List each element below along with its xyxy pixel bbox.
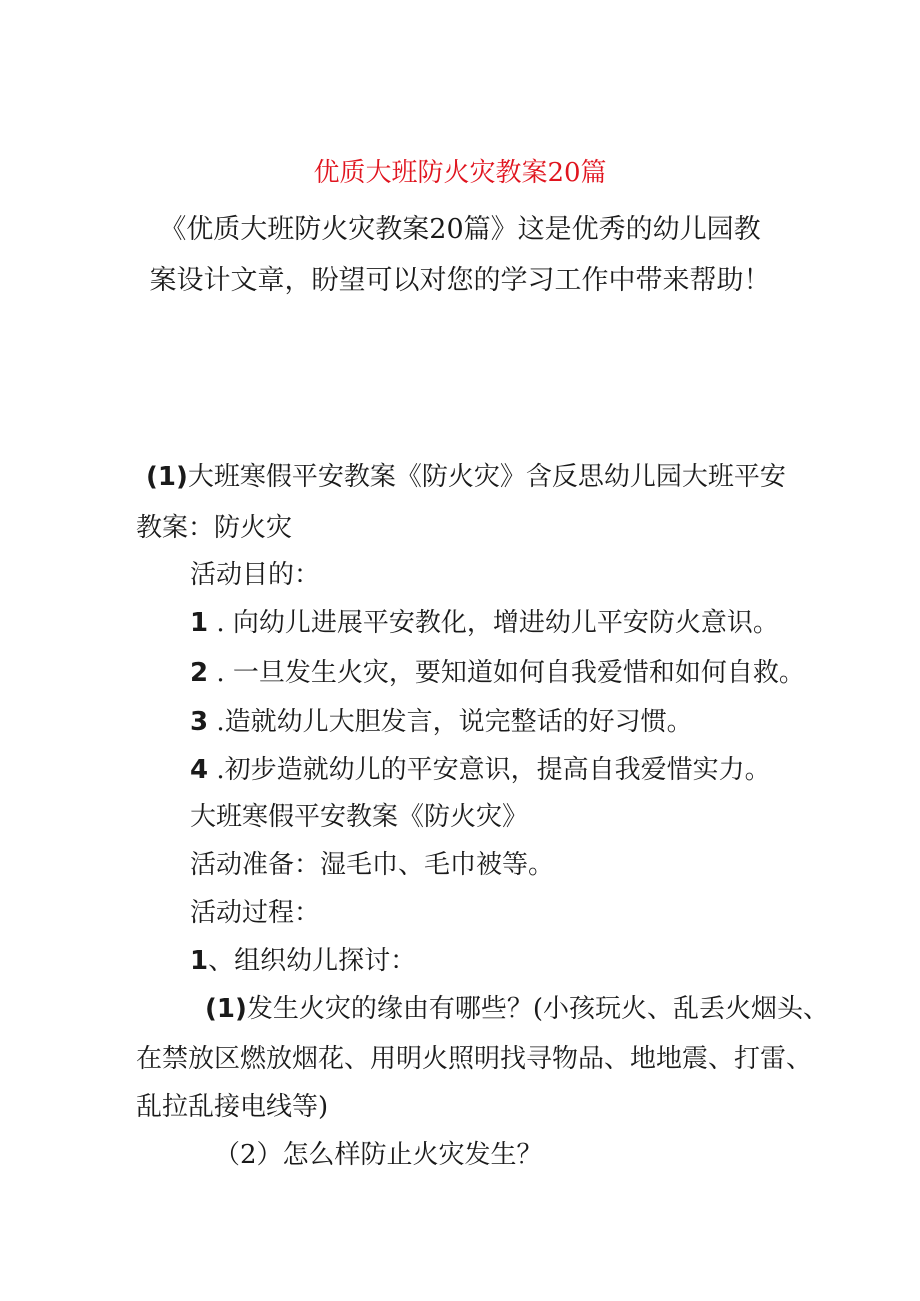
goal-text: .初步造就幼儿的平安意识，提高自我爱惜实力。 [208, 755, 771, 785]
intro-line-2: 案设计文章，盼望可以对您的学习工作中带来帮助！ [149, 265, 771, 296]
step-number: 1 [190, 946, 209, 976]
document-title: 优质大班防火灾教案20篇 [313, 158, 607, 188]
goal-number: 1 [190, 608, 209, 638]
question-item: （2）怎么样防止火灾发生？ [214, 1140, 543, 1170]
section-heading-text: 大班寒假平安教案《防火灾》含反思幼儿园大班平安 [187, 462, 786, 492]
section-heading [146, 458, 786, 496]
goals-label: 活动目的： [190, 560, 321, 590]
goal-item [190, 751, 771, 789]
step-item [190, 942, 416, 980]
question-item [205, 990, 829, 1028]
section-number: (1) [146, 462, 188, 492]
question-text: 发生火灾的缘由有哪些？(小孩玩火、乱丢火烟头、 [246, 994, 830, 1024]
goal-text: . 一旦发生火灾，要知道如何自我爱惜和如何自救。 [208, 658, 805, 688]
activity-preparation: 活动准备：湿毛巾、毛巾被等。 [190, 850, 555, 880]
goal-text: .造就幼儿大胆发言，说完整话的好习惯。 [208, 707, 693, 737]
question-number: (1) [205, 994, 247, 1024]
goal-number: 4 [190, 755, 209, 785]
lesson-subtitle: 大班寒假平安教案《防火灾》 [190, 802, 529, 832]
step-text: 、组织幼儿探讨： [208, 946, 417, 976]
goal-item [190, 654, 805, 692]
question-continued: 在禁放区燃放烟花、用明火照明找寻物品、地地震、打雷、 [136, 1044, 813, 1074]
section-heading-continued: 教案：防火灾 [136, 513, 293, 543]
goal-number: 3 [190, 707, 209, 737]
question-continued: 乱拉乱接电线等) [136, 1092, 329, 1122]
goal-item [190, 703, 693, 741]
goal-text: . 向幼儿进展平安教化，增进幼儿平安防火意识。 [208, 608, 779, 638]
intro-line-1: 《优质大班防火灾教案20篇》这是优秀的幼儿园教 [159, 214, 761, 245]
goal-item [190, 604, 779, 642]
goal-number: 2 [190, 658, 209, 688]
process-label: 活动过程： [190, 898, 321, 928]
